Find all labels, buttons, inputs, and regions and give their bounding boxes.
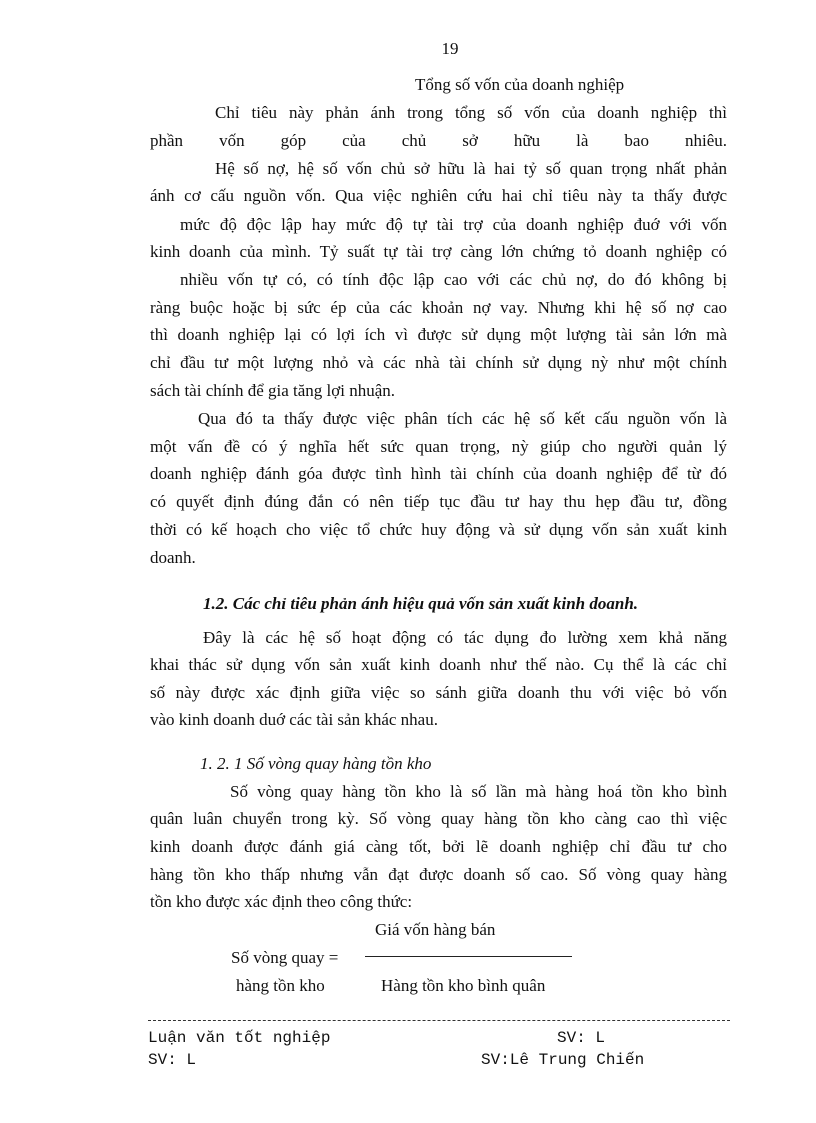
formula-label-bottom: hàng tồn kho: [236, 976, 325, 995]
text-line: mức độ độc lập hay mức độ tự tài trợ của doanh nghiệp đuớ với vốn: [180, 215, 727, 234]
text-line: kinh doanh của mình. Tỷ suất tự tài trợ càng lớn chứng tỏ doanh nghiệp có: [150, 242, 727, 261]
text-line: doanh.: [150, 548, 196, 567]
text-line: ràng buộc hoặc bị sức ép của các khoản nợ vay. Nhưng khi hệ số nợ cao: [150, 298, 727, 317]
footer-right-2: SV:Lê Trung Chiến: [481, 1051, 645, 1069]
text-line: ánh cơ cấu nguồn vốn. Qua việc nghiên cứu hai chỉ tiêu này ta thấy được: [150, 186, 727, 205]
text-line: tồn kho được xác định theo công thức:: [150, 892, 413, 911]
text-line: Đây là các hệ số hoạt động có tác dụng đo lường xem khả năng: [203, 628, 727, 647]
text-line: hàng tồn kho thấp nhưng vẫn đạt được doanh số cao. Số vòng quay hàng: [150, 865, 727, 884]
fraction-line: [365, 956, 572, 957]
text-line: sách tài chính để gia tăng lợi nhuận.: [150, 381, 396, 400]
text-line: quân luân chuyển trong kỳ. Số vòng quay hàng tồn kho càng cao thì việc: [150, 809, 727, 828]
text-line: Qua đó ta thấy được việc phân tích các hệ số kết cấu nguồn vốn là: [198, 409, 727, 428]
formula-denominator: Hàng tồn kho bình quân: [381, 976, 546, 995]
footer-left-2: SV: L: [148, 1051, 197, 1069]
text-line: một vấn đề có ý nghĩa hết sức quan trọng, nỳ giúp cho người quản lý: [150, 437, 727, 456]
text-line: Số vòng quay hàng tồn kho là số lần mà hàng hoá tồn kho bình: [230, 782, 727, 801]
text-line: phần vốn góp của chủ sở hữu là bao nhiêu.: [150, 131, 727, 150]
text-line: khai thác sử dụng vốn sản xuất kinh doanh như thế nào. Cụ thể là các chỉ: [150, 655, 727, 674]
text-line: số này được xác định giữa việc so sánh giữa doanh thu với việc bỏ vốn: [150, 683, 727, 702]
text-line: Chỉ tiêu này phản ánh trong tổng số vốn của doanh nghiệp thì: [215, 103, 727, 122]
footer-right-1: SV: L: [557, 1029, 606, 1047]
footer-separator: [148, 1020, 730, 1021]
formula-numerator: Giá vốn hàng bán: [375, 920, 496, 939]
text-line: nhiều vốn tự có, có tính độc lập cao với các chủ nợ, do đó không bị: [180, 270, 727, 289]
text-line: có quyết định đúng đắn có nên tiếp tục đầu tư hay thu hẹp đầu tư, đồng: [150, 492, 727, 511]
page-number: 19: [441, 39, 459, 58]
text-line: kinh doanh được đánh giá càng tốt, bởi lẽ doanh nghiệp chỉ đầu tư cho: [150, 837, 727, 856]
text-line: thời có kế hoạch cho việc tổ chức huy động và sử dụng vốn sản xuất kinh: [150, 520, 727, 539]
text-line: Hệ số nợ, hệ số vốn chủ sở hữu là hai tỷ số quan trọng nhất phản: [215, 159, 727, 178]
footer-left-1: Luận văn tốt nghiệp: [148, 1029, 331, 1047]
formula-label-top: Số vòng quay =: [231, 948, 339, 967]
text-line: vào kinh doanh duớ các tài sản khác nhau.: [150, 710, 438, 729]
text-line: doanh nghiệp đánh góa được tình hình tài chính của doanh nghiệp để từ đó: [150, 464, 727, 483]
subsection-heading: 1. 2. 1 Số vòng quay hàng tồn kho: [200, 754, 432, 773]
text-line: thì doanh nghiệp lại có lợi ích vì được sử dụng một lượng tài sản lớn mà: [150, 325, 727, 344]
section-heading: 1.2. Các chỉ tiêu phản ánh hiệu quả vốn sản xuất kinh doanh.: [203, 594, 639, 613]
text-line: chỉ đầu tư một lượng nhỏ và các nhà tài chính sử dụng nỳ như một chính: [150, 353, 727, 372]
text-line: Tổng số vốn của doanh nghiệp: [415, 75, 625, 94]
